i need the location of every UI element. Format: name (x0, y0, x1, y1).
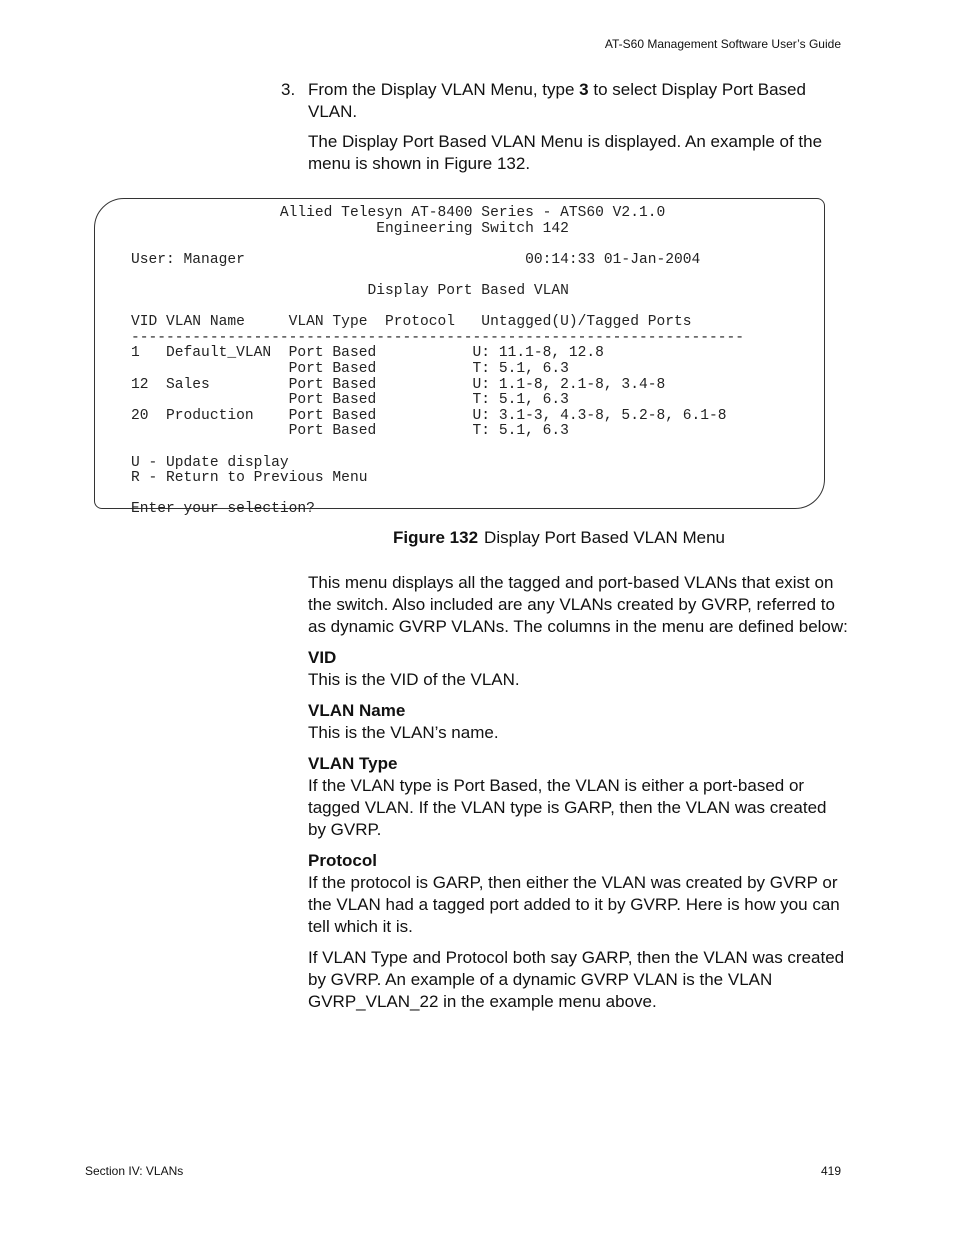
step-number: 3. (281, 80, 296, 99)
page-number: 419 (820, 1164, 841, 1178)
step-text-before: From the Display VLAN Menu, type (308, 80, 580, 99)
terminal-line: R - Return to Previous Menu (131, 470, 368, 487)
definition-desc: This is the VID of the VLAN. (308, 670, 520, 689)
terminal-line: Enter your selection? (131, 501, 315, 518)
step-instruction (308, 79, 841, 123)
step-body (308, 79, 841, 175)
definition-item (308, 647, 848, 691)
definition-desc: This is the VLAN’s name. (308, 723, 499, 742)
terminal-line: User: Manager 00:14:33 01-Jan-2004 (131, 251, 701, 268)
step-result: The Display Port Based VLAN Menu is displayed. An example of the menu is shown in Figure 132. (308, 132, 823, 173)
terminal-line: U - Update display (131, 454, 289, 471)
terminal-line: 20 Production Port Based U: 3.1-3, 4.3-8, 5.2-8, 6.1-8 (131, 407, 727, 424)
terminal-line: ---------------------------------------------------------------------- (131, 329, 745, 346)
definition-item (308, 850, 848, 938)
figure-title: Display Port Based VLAN Menu (484, 528, 725, 547)
intro-paragraph: This menu displays all the tagged and port-based VLANs that exist on the switch. Also included are any VLANs created by GVRP, referred to as dynamic GVRP VLANs. The columns in the menu are defined below: (308, 573, 848, 636)
definition-term: VLAN Name (308, 701, 406, 720)
step-3 (281, 79, 841, 183)
figure-label: Figure 132 (393, 528, 479, 547)
terminal-line: 12 Sales Port Based U: 1.1-8, 2.1-8, 3.4-8 (131, 376, 666, 393)
definition-desc: If the VLAN type is Port Based, the VLAN is either a port-based or tagged VLAN. If the VLAN type is GARP, then the VLAN was created by GVRP. (308, 776, 827, 839)
terminal-line: Port Based T: 5.1, 6.3 (131, 360, 569, 377)
running-head: AT-S60 Management Software User’s Guide (604, 37, 841, 51)
terminal-line: Port Based T: 5.1, 6.3 (131, 423, 569, 440)
definition-term: VLAN Type (308, 754, 398, 773)
definition-list (308, 647, 848, 938)
definition-term: Protocol (308, 851, 377, 870)
definition-item (308, 700, 848, 744)
closing-paragraph: If VLAN Type and Protocol both say GARP, then the VLAN was created by GVRP. An example of a dynamic GVRP VLAN is the VLAN GVRP_VLAN_22 in the example menu above. (308, 948, 845, 1011)
terminal-screen (94, 198, 825, 518)
definition-desc: If the protocol is GARP, then either the VLAN was created by GVRP or the VLAN had a tagged port added to it by GVRP. Here is how you can tell which it is. (308, 873, 840, 936)
terminal-line: Port Based T: 5.1, 6.3 (131, 392, 569, 409)
terminal-lines (131, 206, 744, 518)
figure-caption (393, 528, 725, 548)
terminal-line: Display Port Based VLAN (131, 282, 569, 299)
step-text-after: to select Display Port Based VLAN. (308, 80, 806, 121)
footer-section: Section IV: VLANs (85, 1164, 184, 1178)
terminal-line: Engineering Switch 142 (131, 220, 569, 237)
terminal-line: Allied Telesyn AT-8400 Series - ATS60 V2.1.0 (131, 205, 666, 221)
terminal-line: 1 Default_VLAN Port Based U: 11.1-8, 12.8 (131, 345, 604, 362)
definition-item (308, 753, 848, 841)
step-key: 3 (579, 80, 589, 99)
content-body (308, 572, 848, 1022)
definition-term: VID (308, 648, 337, 667)
terminal-line: VID VLAN Name VLAN Type Protocol Untagged(U)/Tagged Ports (131, 314, 692, 331)
